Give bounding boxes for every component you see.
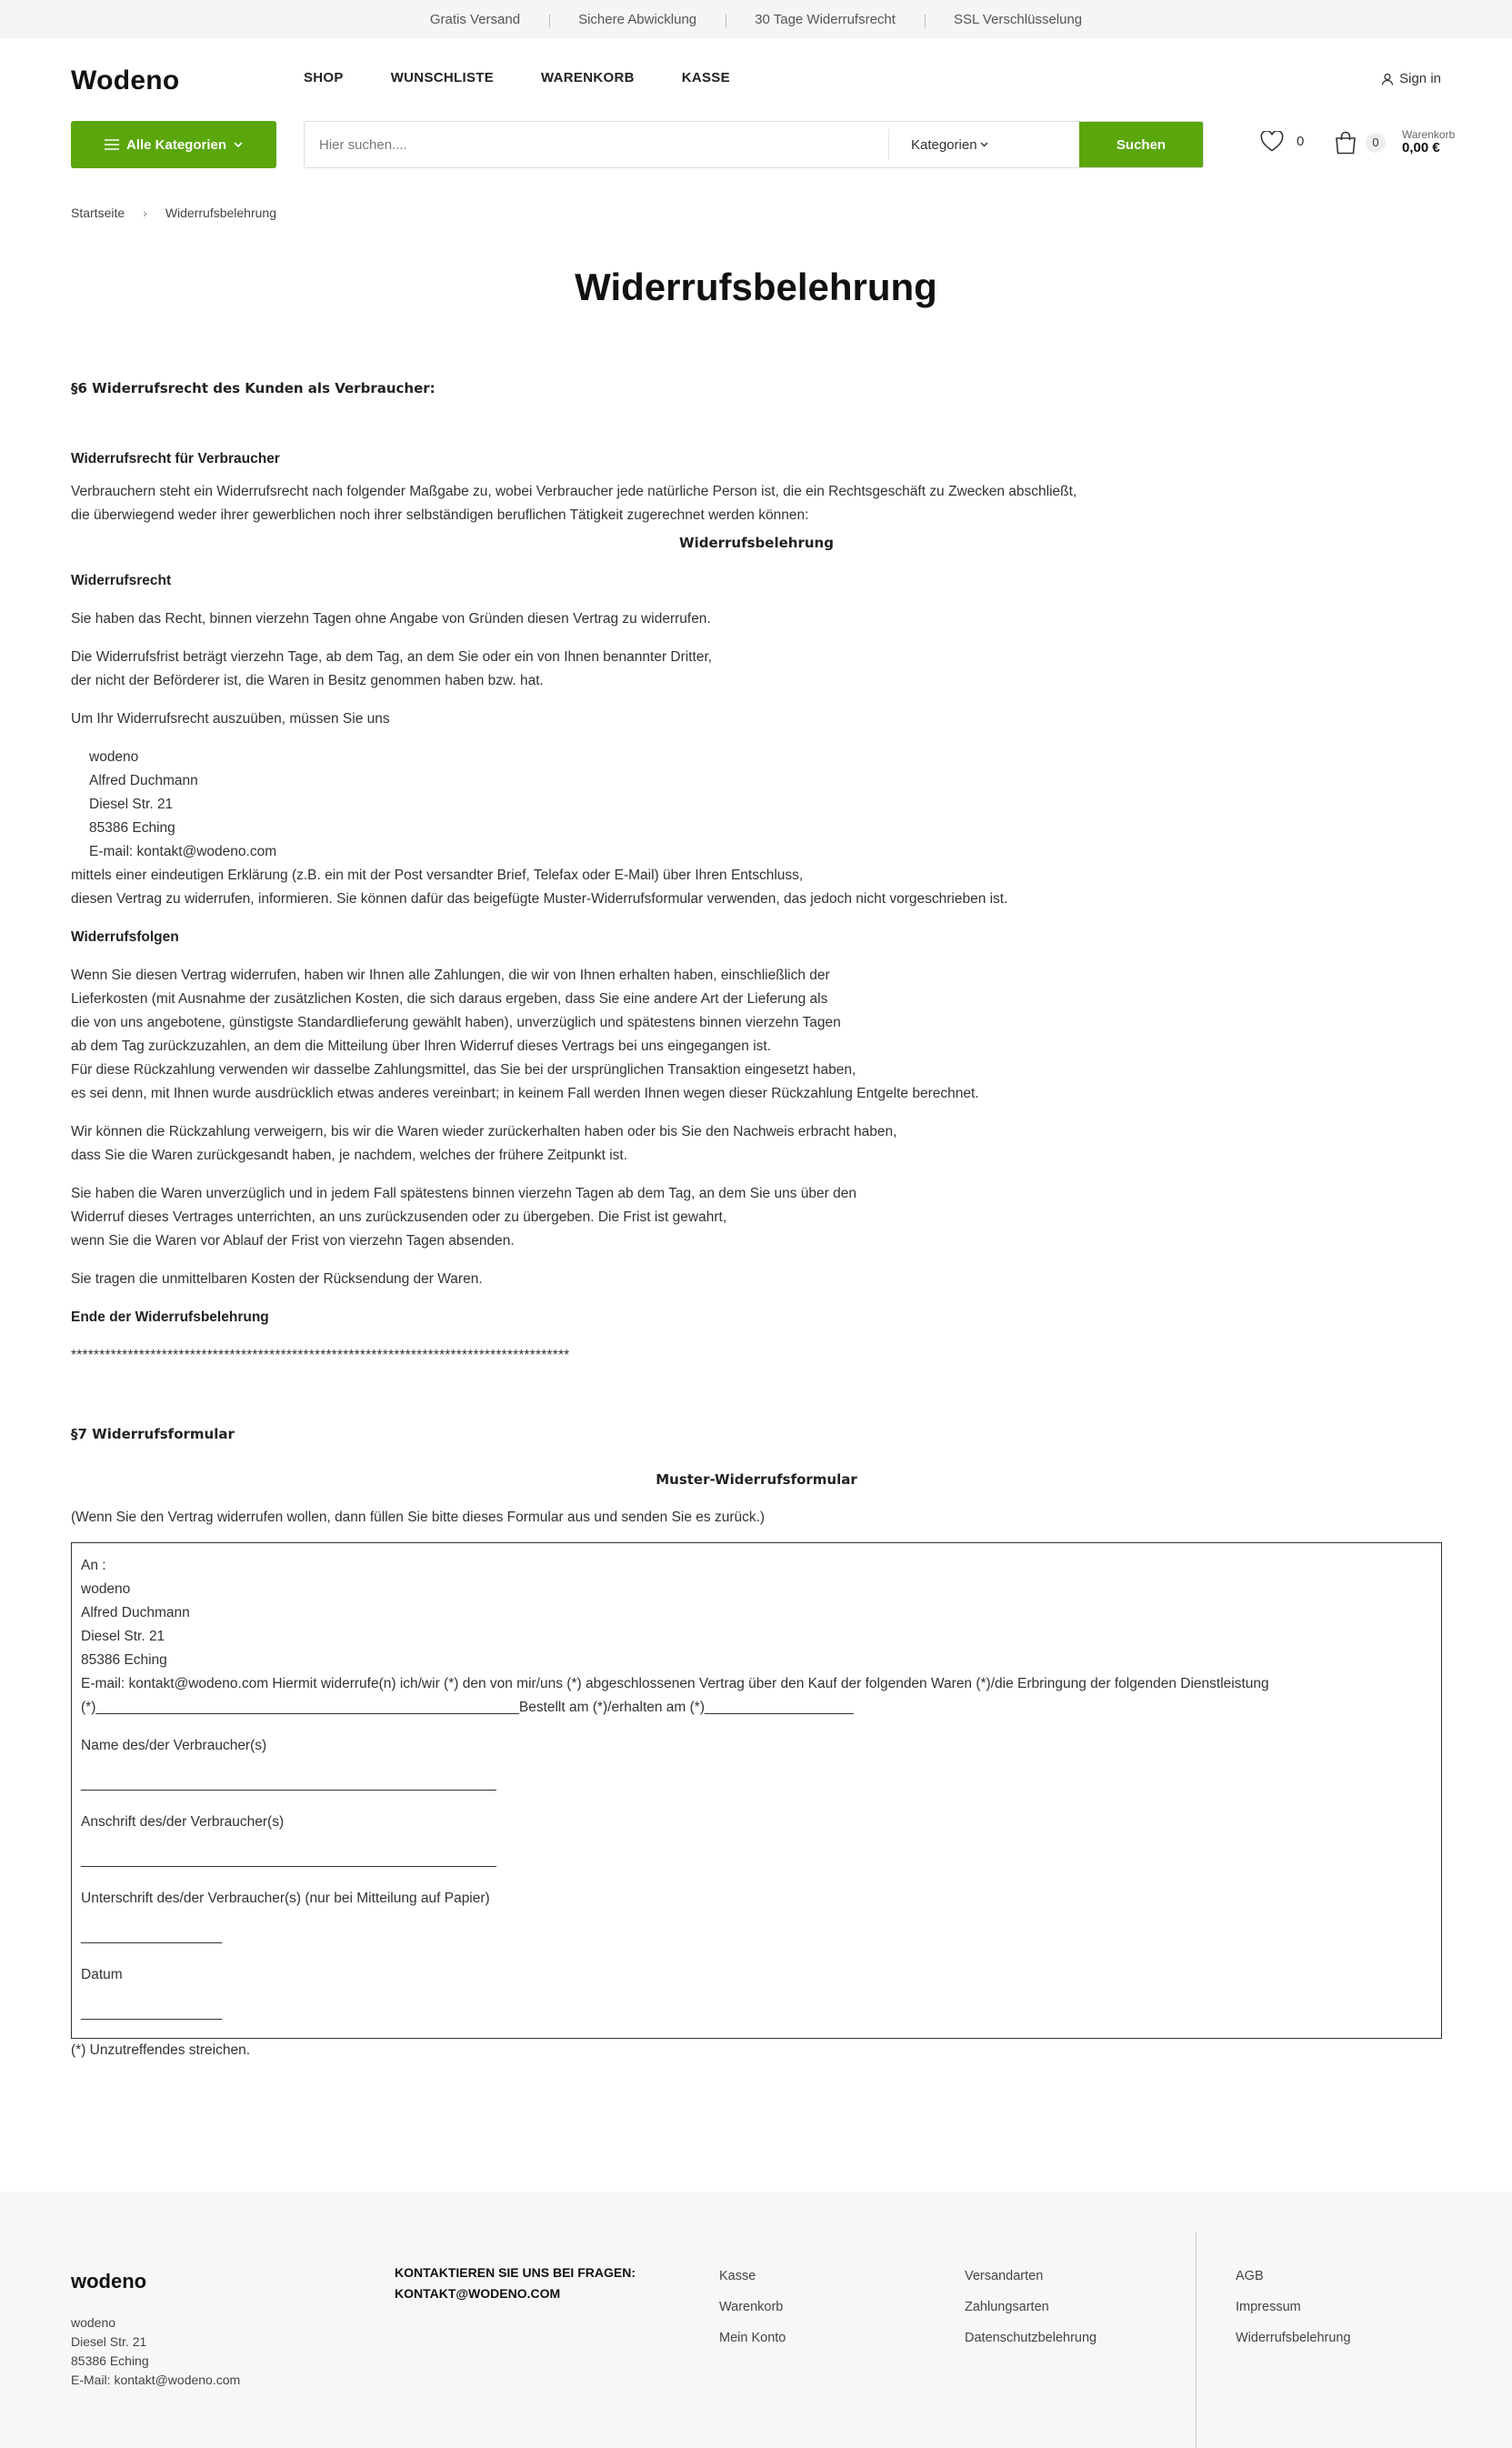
folgen-heading: Widerrufsfolgen — [71, 929, 179, 945]
seller-address — [71, 746, 1442, 864]
text-line: Wenn Sie diesen Vertrag widerrufen, haben wir Ihnen alle Zahlungen, die wir von Ihnen erhalten haben, einschließlich der — [71, 968, 830, 983]
footer-link[interactable]: Zahlungsarten — [965, 2300, 1049, 2314]
form-name-blank: _____________________________________________________ — [81, 1776, 496, 1791]
section-6-heading: §6 Widerrufsrecht des Kunden als Verbraucher: — [71, 380, 436, 396]
footer-link[interactable]: Widerrufsbelehrung — [1236, 2331, 1351, 2345]
star-divider: **************************************************************************************** — [71, 1348, 570, 1363]
text-line: Wir können die Rückzahlung verweigern, bis wir die Waren wieder zurückerhalten haben oder bis Sie den Nachweis erbracht haben, — [71, 1124, 897, 1139]
widerrufsrecht-heading: Widerrufsrecht — [71, 573, 172, 588]
footnote: (*) Unzutreffendes streichen. — [71, 2042, 251, 2058]
form-to-label: An : — [81, 1558, 106, 1573]
search-category-label: Kategorien — [911, 136, 977, 153]
site-logo[interactable]: Wodeno — [71, 65, 180, 95]
form-date-label: Datum — [81, 1967, 123, 1982]
breadcrumb-separator: › — [143, 206, 147, 220]
text-line: Sie haben die Waren unverzüglich und in jedem Fall spätestens binnen vierzehn Tagen ab dem Tag, an dem Sie uns über den — [71, 1186, 856, 1201]
form-address-line: Alfred Duchmann — [81, 1605, 190, 1620]
paragraph-mittels-1: mittels einer eindeutigen Erklärung (z.B. ein mit der Post versandter Brief, Telefax oder E-Mail) über Ihren Entschluss, — [71, 868, 804, 883]
cart-amount: 0,00 € — [1402, 140, 1440, 156]
address-line: 85386 Eching — [89, 820, 175, 836]
paragraph-ausueben: Um Ihr Widerrufsrecht auszuüben, müssen Sie uns — [71, 711, 390, 727]
footer-address-line: 85386 Eching — [71, 2353, 149, 2368]
wishlist-link[interactable] — [1260, 131, 1304, 152]
search-button[interactable]: Suchen — [1079, 122, 1203, 167]
usp-item: Sichere Abwicklung — [549, 12, 726, 27]
menu-icon — [105, 139, 119, 150]
paragraph-frist-2: der nicht der Beförderer ist, die Waren in Besitz genommen haben bzw. hat. — [71, 673, 544, 688]
footer-links-col-2 — [965, 2261, 1096, 2353]
footer-contact-heading: KONTAKTIEREN SIE UNS BEI FRAGEN: — [395, 2265, 636, 2280]
form-name-label: Name des/der Verbraucher(s) — [81, 1738, 267, 1753]
muster-intro: (Wenn Sie den Vertrag widerrufen wollen, dann füllen Sie bitte dieses Formular aus und senden Sie es zurück.) — [71, 1510, 766, 1525]
search-input[interactable] — [305, 122, 888, 167]
center-title: Widerrufsbelehrung — [679, 535, 834, 551]
address-line: wodeno — [89, 749, 139, 765]
text-line: dass Sie die Waren zurückgesandt haben, je nachdem, welches der frühere Zeitpunkt ist. — [71, 1148, 628, 1163]
main-nav — [304, 70, 777, 85]
footer-divider — [1196, 2232, 1197, 2448]
nav-wishlist[interactable]: WUNSCHLISTE — [390, 70, 495, 85]
sign-in-label: Sign in — [1399, 71, 1441, 86]
paragraph-mittels-2: diesen Vertrag zu widerrufen, informieren. Sie können dafür das beigefügte Muster-Widerrufsformular verwenden, das jedoch nicht vorgeschrieben ist. — [71, 891, 1008, 907]
verweigern-paragraph — [71, 1120, 1442, 1168]
footer-address-line: E-Mail: kontakt@wodeno.com — [71, 2373, 241, 2387]
search-category-select[interactable] — [888, 129, 1079, 160]
bag-icon — [1335, 131, 1357, 155]
nav-checkout[interactable]: KASSE — [681, 70, 730, 85]
form-signature-label: Unterschrift des/der Verbraucher(s) (nur bei Mitteilung auf Papier) — [81, 1891, 490, 1906]
footer-link[interactable]: Datenschutzbelehrung — [965, 2331, 1097, 2345]
text-line: es sei denn, mit Ihnen wurde ausdrücklich etwas anderes vereinbart; in keinem Fall werden Ihnen wegen dieser Rückzahlung Entgelte berechnet. — [71, 1086, 979, 1101]
page-content — [71, 376, 1442, 2062]
footer-links-col-3 — [1236, 2261, 1351, 2353]
user-icon — [1381, 73, 1394, 85]
wishlist-count: 0 — [1297, 134, 1305, 149]
form-signature-blank: __________________ — [81, 1929, 223, 1944]
address-line: Alfred Duchmann — [89, 773, 198, 788]
footer-logo[interactable]: wodeno — [71, 2270, 147, 2292]
form-address-line: 85386 Eching — [81, 1652, 167, 1668]
cart-label: Warenkorb — [1402, 128, 1456, 141]
footer-address — [71, 2313, 240, 2390]
form-address-line: wodeno — [81, 1581, 131, 1597]
chevron-down-icon — [980, 142, 988, 147]
text-line: wenn Sie die Waren vor Ablauf der Frist von vierzehn Tagen absenden. — [71, 1233, 515, 1249]
folgen-paragraph — [71, 964, 1442, 1106]
chevron-down-icon — [234, 142, 243, 148]
heart-icon — [1260, 131, 1284, 152]
form-anschrift-label: Anschrift des/der Verbraucher(s) — [81, 1814, 285, 1830]
text-line: Für diese Rückzahlung verwenden wir dasselbe Zahlungsmittel, das Sie bei der ursprünglichen Transaktion eingesetzt haben, — [71, 1062, 856, 1078]
section-7-heading: §7 Widerrufsformular — [71, 1426, 235, 1442]
footer-link[interactable]: Kasse — [719, 2269, 756, 2283]
address-line: E-mail: kontakt@wodeno.com — [89, 844, 277, 859]
withdrawal-form-box — [71, 1542, 1442, 2039]
cart-link[interactable] — [1335, 129, 1455, 156]
form-email-line: E-mail: kontakt@wodeno.com Hiermit widerrufe(n) ich/wir (*) den von mir/uns (*) abgeschlossenen Vertrag über den Kauf der folgenden Waren (*)/die Erbringung der folgenden Dienstleistung — [81, 1676, 1269, 1691]
footer-link[interactable]: Warenkorb — [719, 2300, 784, 2314]
cart-count-badge: 0 — [1366, 133, 1386, 153]
form-anschrift-blank: _____________________________________________________ — [81, 1852, 496, 1868]
nav-cart[interactable]: WARENKORB — [541, 70, 635, 85]
footer-link[interactable]: Versandarten — [965, 2269, 1044, 2283]
footer-links-col-1 — [719, 2261, 786, 2353]
footer-link[interactable]: Mein Konto — [719, 2331, 786, 2345]
usp-item: 30 Tage Widerrufsrecht — [726, 12, 925, 27]
search-bar — [304, 121, 1204, 168]
usp-bar — [0, 0, 1512, 38]
muster-title: Muster-Widerrufsformular — [656, 1471, 857, 1488]
address-line: Diesel Str. 21 — [89, 797, 174, 812]
text-line: Widerruf dieses Vertrages unterrichten, an uns zurückzusenden oder zu übergeben. Die Frist ist gewahrt, — [71, 1209, 727, 1225]
breadcrumb — [71, 206, 276, 220]
text-line: Lieferkosten (mit Ausnahme der zusätzlichen Kosten, die sich daraus ergeben, dass Sie eine andere Art der Lieferung als — [71, 991, 828, 1007]
form-bestellt-line: (*)______________________________________________________Bestellt am (*)/erhalten am (*)___________________ — [81, 1700, 854, 1715]
footer-contact-email[interactable]: KONTAKT@WODENO.COM — [395, 2286, 561, 2301]
intro-line-2: die überwiegend weder ihrer gewerblichen noch ihrer selbständigen beruflichen Tätigkeit zugerechnet werden können: — [71, 507, 809, 523]
site-footer — [0, 2192, 1512, 2448]
footer-link[interactable]: Impressum — [1236, 2300, 1301, 2314]
ende-heading: Ende der Widerrufsbelehrung — [71, 1309, 269, 1325]
paragraph-kosten: Sie tragen die unmittelbaren Kosten der Rücksendung der Waren. — [71, 1271, 483, 1287]
form-address-line: Diesel Str. 21 — [81, 1629, 165, 1644]
zuruecksenden-paragraph — [71, 1182, 1442, 1253]
sign-in-link[interactable] — [1381, 71, 1441, 86]
paragraph-right: Sie haben das Recht, binnen vierzehn Tagen ohne Angabe von Gründen diesen Vertrag zu widerrufen. — [71, 611, 711, 627]
footer-link[interactable]: AGB — [1236, 2269, 1264, 2283]
text-line: ab dem Tag zurückzuzahlen, an dem die Mitteilung über Ihren Widerruf dieses Vertrags bei uns eingegangen ist. — [71, 1038, 771, 1054]
intro-line-1: Verbrauchern steht ein Widerrufsrecht nach folgender Maßgabe zu, wobei Verbraucher jede natürliche Person ist, die ein Rechtsgeschäft zu Zwecken abschließt, — [71, 484, 1077, 499]
breadcrumb-current: Widerrufsbelehrung — [165, 206, 276, 220]
cart-summary — [1402, 129, 1455, 156]
footer-address-line: wodeno — [71, 2315, 116, 2330]
usp-item: SSL Verschlüsselung — [925, 12, 1111, 27]
form-date-blank: __________________ — [81, 2005, 223, 2021]
usp-item: Gratis Versand — [429, 11, 521, 27]
footer-contact — [395, 2262, 636, 2304]
footer-address-line: Diesel Str. 21 — [71, 2334, 147, 2349]
paragraph-frist-1: Die Widerrufsfrist beträgt vierzehn Tage, ab dem Tag, an dem Sie oder ein von Ihnen benannter Dritter, — [71, 649, 713, 665]
nav-shop[interactable]: SHOP — [304, 70, 344, 85]
all-categories-label: Alle Kategorien — [125, 136, 227, 153]
breadcrumb-home[interactable]: Startseite — [71, 206, 125, 220]
all-categories-button[interactable] — [71, 121, 276, 168]
page-title: Widerrufsbelehrung — [575, 266, 937, 308]
text-line: die von uns angebotene, günstigste Standardlieferung gewählt haben), unverzüglich und spätestens binnen vierzehn Tagen — [71, 1015, 841, 1030]
consumer-right-heading: Widerrufsrecht für Verbraucher — [71, 451, 280, 467]
